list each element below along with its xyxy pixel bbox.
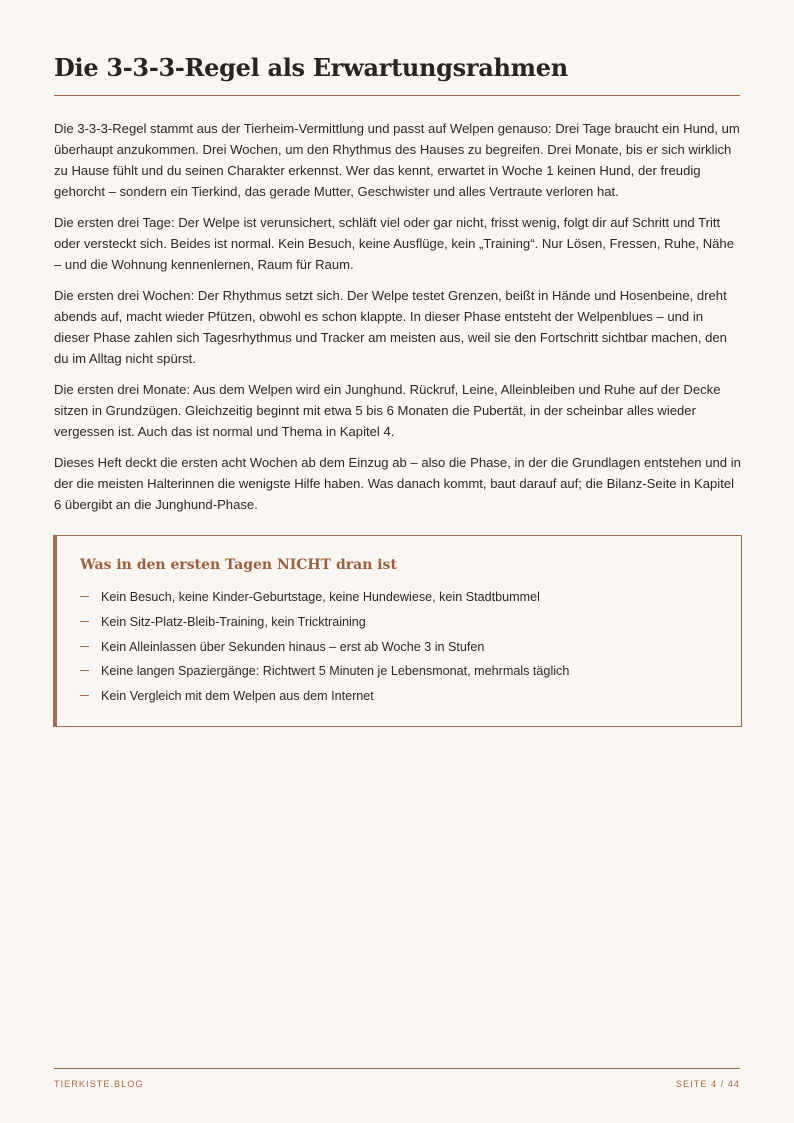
callout-title: Was in den ersten Tagen NICHT dran ist xyxy=(80,557,397,573)
paragraph-three-weeks: Die ersten drei Wochen: Der Rhythmus setzt sich. Der Welpe testet Grenzen, beißt in Hände und Hosenbeine, dreht abends auf, macht wieder Pfützen, obwohl es schon klappte. In dieser Phase entsteht der Welpenblues – und in dieser Phase zahlen sich Tagesrhythmus und Tracker am meisten aus, weil sie den Fortschritt sichtbar machen, den du im Alltag nicht spürst. xyxy=(54,288,727,366)
page-title: Die 3-3-3-Regel als Erwartungsrahmen xyxy=(54,53,568,82)
list-item xyxy=(80,684,569,709)
paragraph-scope: Dieses Heft deckt die ersten acht Wochen ab dem Einzug ab – also die Phase, in der die Grundlagen entstehen und in der die meisten Halterinnen die wenigste Hilfe haben. Was danach kommt, baut darauf auf; die Bilanz-Seite in Kapitel 6 übergibt an die Junghund-Phase. xyxy=(54,455,741,512)
paragraph-three-days: Die ersten drei Tage: Der Welpe ist verunsichert, schläft viel oder gar nicht, frisst wenig, folgt dir auf Schritt und Tritt oder versteckt sich. Beides ist normal. Kein Besuch, keine Ausflüge, kein „Training“. Nur Lösen, Fressen, Ruhe, Nähe – und die Wohnung kennenlernen, Raum für Raum. xyxy=(54,215,734,272)
footer-page-number: SEITE 4 / 44 xyxy=(675,1079,740,1089)
list-item-text: Kein Besuch, keine Kinder-Geburtstage, keine Hundewiese, kein Stadtbummel xyxy=(101,590,540,604)
paragraph-three-months: Die ersten drei Monate: Aus dem Welpen wird ein Junghund. Rückruf, Leine, Alleinbleiben und Ruhe auf der Decke sitzen in Grundzügen. Gleichzeitig beginnt mit etwa 5 bis 6 Monaten die Pubertät, in der scheinbar alles wieder vergessen ist. Auch das ist normal und Thema in Kapitel 4. xyxy=(54,382,721,439)
list-item-text: Kein Sitz-Platz-Bleib-Training, kein Tricktraining xyxy=(101,614,366,629)
list-item xyxy=(80,659,569,684)
dash-bullet-icon xyxy=(80,646,89,647)
callout-list xyxy=(80,585,569,709)
list-item xyxy=(80,635,569,660)
list-item-text: Kein Vergleich mit dem Welpen aus dem Internet xyxy=(101,689,374,703)
title-divider xyxy=(54,95,740,96)
dash-bullet-icon xyxy=(80,670,89,671)
paragraph-intro: Die 3-3-3-Regel stammt aus der Tierheim-Vermittlung und passt auf Welpen genauso: Drei Tage braucht ein Hund, um überhaupt anzukommen. Drei Wochen, um den Rhythmus des Hauses zu begreifen. Drei Monate, bis er sich wirklich zu Hause fühlt und du seinen Charakter erkennst. Wer das kennt, erwartet in Woche 1 keinen Hund, der freudig gehorcht – sondern ein Tierkind, das gerade Mutter, Geschwister und alles Vertraute verloren hat. xyxy=(54,121,740,199)
list-item-text: Kein Alleinlassen über Sekunden hinaus – erst ab Woche 3 in Stufen xyxy=(101,639,485,654)
list-item-text: Keine langen Spaziergänge: Richtwert 5 Minuten je Lebensmonat, mehrmals täglich xyxy=(101,664,570,679)
footer-site-name: TIERKISTE.BLOG xyxy=(54,1079,144,1089)
list-item xyxy=(80,585,569,610)
dash-bullet-icon xyxy=(80,695,89,696)
dash-bullet-icon xyxy=(80,596,89,597)
footer-divider xyxy=(54,1068,740,1069)
callout-box xyxy=(53,535,742,727)
dash-bullet-icon xyxy=(80,621,89,622)
list-item xyxy=(80,610,569,635)
body-text xyxy=(54,118,742,525)
